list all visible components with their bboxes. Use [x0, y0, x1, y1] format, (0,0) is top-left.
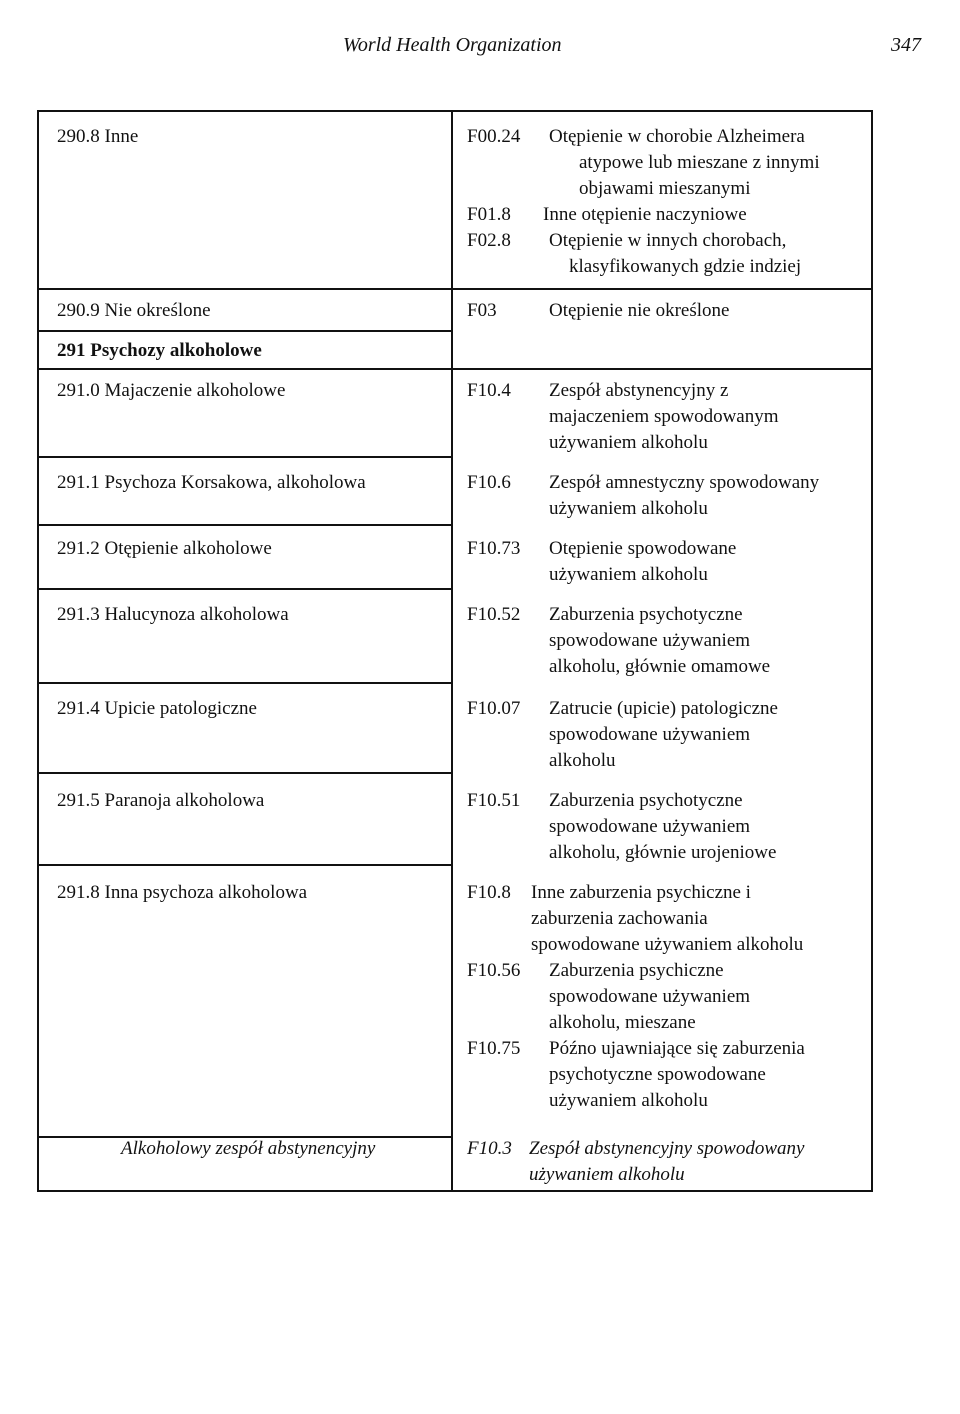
row-divider: [39, 588, 451, 590]
icd10-description: Zespół abstynencyjny z majaczeniem spowodowanym używaniem alkoholu: [549, 380, 779, 453]
icd10-description: Inne zaburzenia psychiczne i zaburzenia zachowania spowodowane używaniem alkoholu: [531, 882, 804, 955]
icd10-code: F10.51: [467, 790, 521, 811]
icd-mapping-table: [37, 110, 873, 1192]
icd10-code: F10.3: [467, 1138, 512, 1159]
icd10-description: Inne otępienie naczyniowe: [543, 204, 747, 225]
icd9-entry-italic: Alkoholowy zespół abstynencyjny: [121, 1138, 376, 1159]
icd10-code: F10.56: [467, 960, 521, 981]
row-divider: [39, 456, 451, 458]
page-header: [0, 34, 960, 64]
row-divider: [39, 864, 451, 866]
row-divider: [39, 524, 451, 526]
icd10-description: Późno ujawniające się zaburzenia psychotyczne spowodowane używaniem alkoholu: [549, 1038, 805, 1111]
icd10-description: Zespół amnestyczny spowodowany używaniem alkoholu: [549, 472, 820, 519]
icd9-entry: 291.5 Paranoja alkoholowa: [57, 790, 265, 811]
row-divider: [39, 368, 871, 370]
icd10-code: F10.6: [467, 472, 511, 493]
icd10-code: F10.07: [467, 698, 521, 719]
icd9-entry: 291.4 Upicie patologiczne: [57, 698, 257, 719]
icd10-code: F10.73: [467, 538, 521, 559]
icd9-entry: 291.2 Otępienie alkoholowe: [57, 538, 272, 559]
icd10-description: Zaburzenia psychotyczne spowodowane używaniem alkoholu, głównie urojeniowe: [549, 790, 777, 863]
icd9-entry: 291.0 Majaczenie alkoholowe: [57, 380, 286, 401]
icd9-entry: 291.3 Halucynoza alkoholowa: [57, 604, 289, 625]
icd9-entry: 291.1 Psychoza Korsakowa, alkoholowa: [57, 472, 366, 493]
row-divider: [39, 772, 451, 774]
icd10-code: F10.4: [467, 380, 511, 401]
icd10-description: Otępienie w chorobie Alzheimera atypowe lub mieszane z innymi objawami mieszanymi: [549, 126, 820, 199]
icd10-code: F00.24: [467, 126, 521, 147]
column-divider: [451, 112, 453, 1190]
icd10-code: F10.8: [467, 882, 511, 903]
running-title: World Health Organization: [343, 34, 562, 56]
row-divider: [39, 682, 451, 684]
icd10-description: Otępienie nie określone: [549, 300, 730, 321]
icd10-code: F10.75: [467, 1038, 521, 1059]
row-divider: [39, 288, 871, 290]
icd10-description: Otępienie spowodowane używaniem alkoholu: [549, 538, 737, 585]
icd10-description: Zaburzenia psychiczne spowodowane używaniem alkoholu, mieszane: [549, 960, 751, 1033]
icd9-section-heading: 291 Psychozy alkoholowe: [57, 340, 262, 361]
icd10-code: F01.8: [467, 204, 511, 225]
icd9-entry: 290.8 Inne: [57, 126, 139, 147]
page-number: 347: [891, 34, 921, 56]
icd10-description: Zaburzenia psychotyczne spowodowane używaniem alkoholu, głównie omamowe: [549, 604, 771, 677]
icd10-code: F02.8: [467, 230, 511, 251]
icd9-entry: 291.8 Inna psychoza alkoholowa: [57, 882, 308, 903]
icd10-description: Zatrucie (upicie) patologiczne spowodowane używaniem alkoholu: [549, 698, 778, 771]
icd10-code: F10.52: [467, 604, 521, 625]
row-divider: [39, 330, 451, 332]
icd10-description: Otępienie w innych chorobach, klasyfikowanych gdzie indziej: [549, 230, 802, 277]
icd10-code: F03: [467, 300, 497, 321]
icd9-entry: 290.9 Nie określone: [57, 300, 211, 321]
icd10-description: Zespół abstynencyjny spowodowany używaniem alkoholu: [529, 1138, 805, 1185]
